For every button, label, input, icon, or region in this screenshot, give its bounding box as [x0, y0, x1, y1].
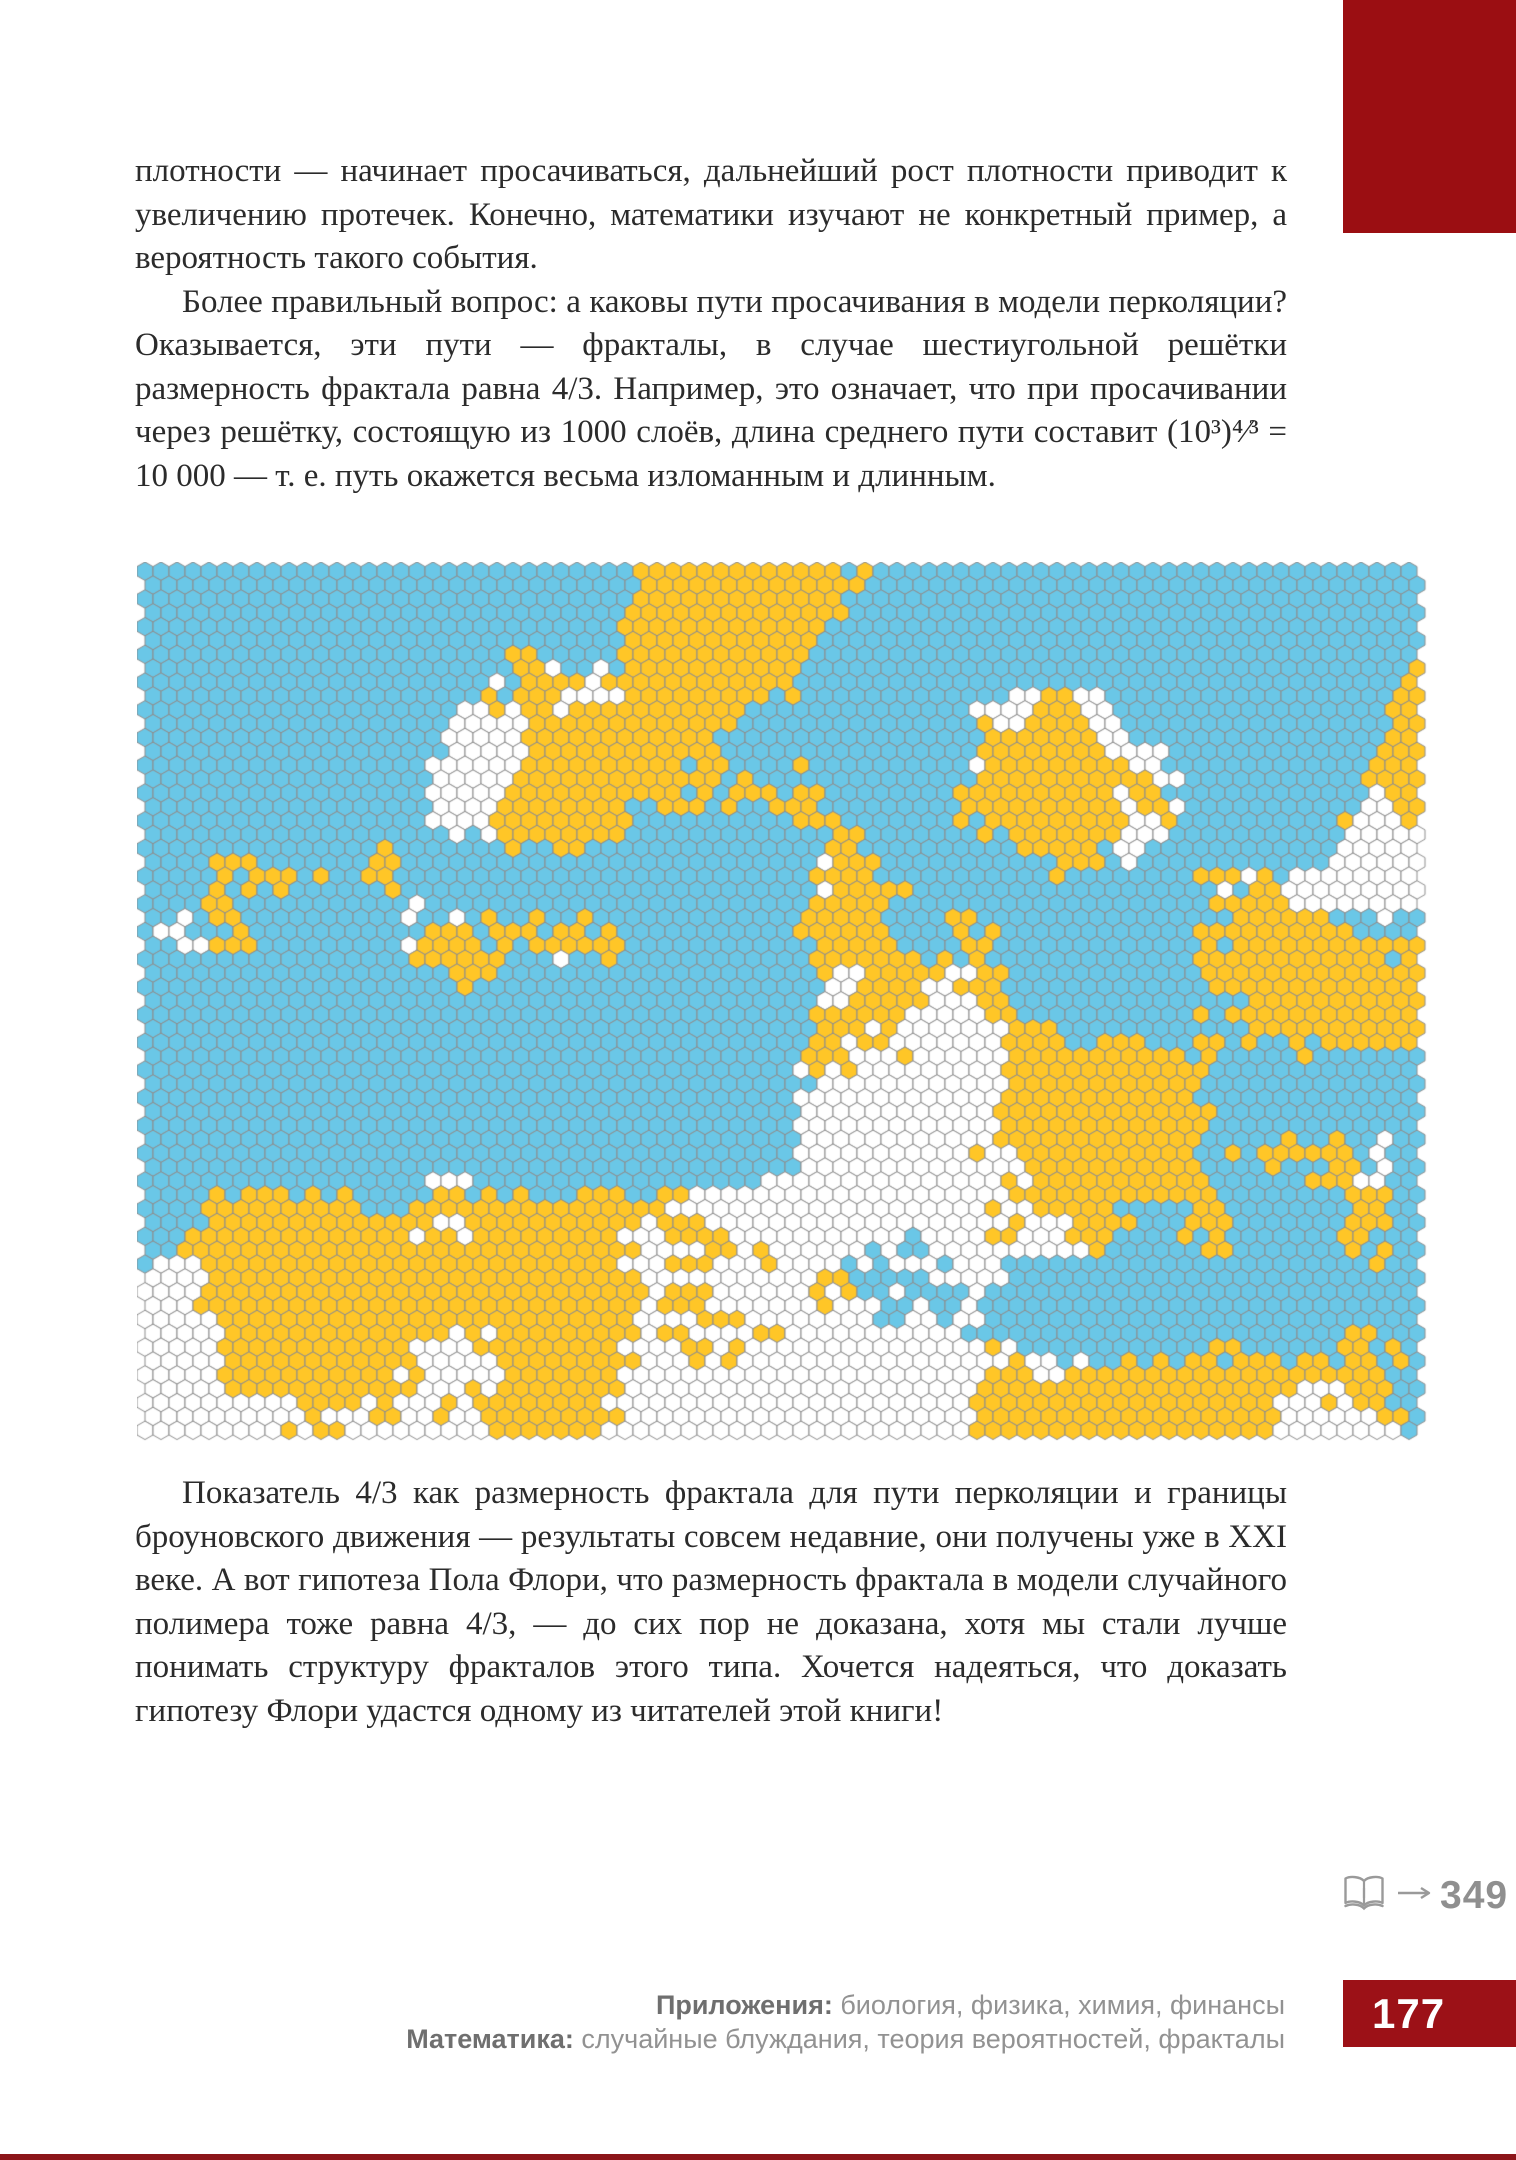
- paragraph-continuation: плотности — начинает просачиваться, дальнейший рост плотности приводит к увеличению протечек. Конечно, математики изучают не конкретный пример, а вероятность такого события.: [135, 153, 1287, 277]
- body-text-lower: [135, 1472, 1287, 1733]
- paragraph-question: Более правильный вопрос: а каковы пути просачивания в модели перколяции? Оказывается, эти пути — фракталы, в случае шестиугольной решётки размерность фрактала равна 4/3. Например, это означает, что при просачивании через решётку, состоящую из 1000 слоёв, длина среднего пути составит (10³)⁴⁄³ = 10 000 — т. е. путь окажется весьма изломанным и длинным.: [135, 283, 1287, 494]
- arrow-icon: [1397, 1885, 1431, 1906]
- footer-keywords: [135, 1988, 1285, 2056]
- page-number: 177: [1372, 1989, 1446, 2037]
- page-number-box: [1343, 1980, 1516, 2047]
- open-book-icon: [1340, 1872, 1388, 1919]
- paragraph-conclusion: Показатель 4/3 как размерность фрактала для пути перколяции и границы броуновского движения — результаты совсем недавние, они получены уже в XXI веке. А вот гипотеза Пола Флори, что размерность фрактала в модели случайного полимера тоже равна 4/3, — до сих пор не доказана, хотя мы стали лучше понимать структуру фракталов этого типа. Хочется надеяться, что доказать гипотезу Флори удастся одному из читателей этой книги!: [135, 1475, 1287, 1729]
- percolation-figure: [137, 562, 1429, 1444]
- footer-line-applications: [135, 1988, 1285, 2022]
- hex-lattice-canvas: [137, 562, 1429, 1444]
- crossref-block: [1340, 1872, 1508, 1919]
- accent-bar-bottom: [0, 2154, 1516, 2160]
- footer-applications-label: Приложения:: [655, 1990, 833, 2020]
- footer-mathematics-text: случайные блуждания, теория вероятностей, фракталы: [573, 2024, 1285, 2054]
- footer-mathematics-label: Математика:: [406, 2024, 574, 2054]
- crossref-page-number: 349: [1440, 1873, 1509, 1917]
- body-text-upper: [135, 150, 1287, 498]
- footer-line-mathematics: [135, 2022, 1285, 2056]
- accent-block-top-right: [1343, 0, 1516, 233]
- footer-applications-text: биология, физика, химия, финансы: [832, 1990, 1285, 2020]
